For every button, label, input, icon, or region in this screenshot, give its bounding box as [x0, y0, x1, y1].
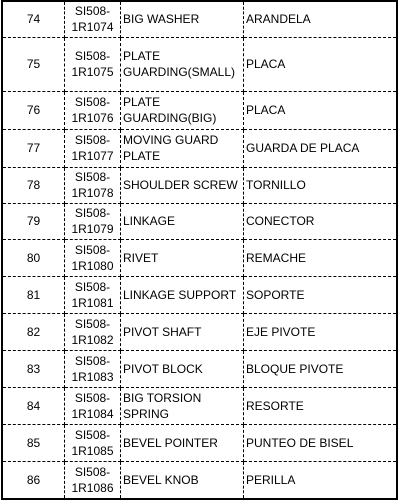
table-row [2, 167, 397, 203]
spanish-name-cell [244, 387, 398, 424]
spanish-name: TORNILLO [246, 178, 306, 192]
part-code: SI508-1R1075 [71, 49, 114, 79]
english-name-cell [121, 1, 244, 37]
table-row [2, 239, 397, 276]
spanish-name: PLACA [246, 103, 286, 117]
item-number: 79 [26, 214, 41, 228]
english-name: BIG WASHER [123, 12, 200, 27]
item-number-cell [2, 167, 65, 203]
english-name: LINKAGE SUPPORT [123, 287, 237, 302]
part-code-cell [65, 387, 121, 424]
spanish-name-cell [244, 313, 398, 350]
part-code: SI508-1R1082 [71, 316, 114, 347]
english-name: MOVING GUARD PLATE [123, 133, 219, 163]
english-name-cell [121, 461, 244, 499]
table-row [2, 424, 397, 461]
part-code-cell [65, 203, 121, 239]
spanish-name: SOPORTE [246, 287, 305, 302]
item-number: 85 [26, 435, 41, 450]
part-code-cell [65, 424, 121, 461]
spanish-name: GUARDA DE PLACA [246, 141, 360, 155]
part-code: SI508-1R1077 [71, 133, 114, 163]
english-name: PLATE GUARDING(SMALL) [123, 49, 236, 79]
table-row [2, 37, 397, 91]
spanish-name-cell [244, 91, 398, 129]
table-row [2, 276, 397, 313]
item-number-cell [2, 1, 65, 37]
spanish-name: REMACHE [246, 250, 307, 265]
spanish-name: ARANDELA [246, 12, 311, 27]
item-number-cell [2, 203, 65, 239]
part-code: SI508-1R1085 [71, 427, 114, 458]
part-code-cell [65, 167, 121, 203]
spanish-name: PERILLA [246, 472, 296, 487]
item-number-cell [2, 276, 65, 313]
item-number: 83 [26, 361, 41, 376]
part-code-cell [65, 350, 121, 387]
item-number: 86 [26, 472, 41, 487]
part-code: SI508-1R1074 [71, 4, 114, 35]
english-name-cell [121, 424, 244, 461]
item-number-cell [2, 424, 65, 461]
english-name: PIVOT BLOCK [123, 361, 203, 376]
table-row [2, 387, 397, 424]
part-code-cell [65, 91, 121, 129]
spanish-name-cell [244, 239, 398, 276]
part-code-cell [65, 276, 121, 313]
part-code: SI508-1R1081 [71, 279, 114, 310]
english-name: BEVEL KNOB [123, 472, 199, 487]
item-number-cell [2, 91, 65, 129]
item-number-cell [2, 239, 65, 276]
item-number-cell [2, 461, 65, 499]
english-name-cell [121, 276, 244, 313]
english-name-cell [121, 387, 244, 424]
item-number-cell [2, 387, 65, 424]
parts-table-body [2, 1, 397, 499]
english-name: RIVET [123, 250, 159, 265]
table-row [2, 91, 397, 129]
item-number: 78 [26, 178, 41, 192]
table-row [2, 129, 397, 167]
spanish-name-cell [244, 461, 398, 499]
item-number: 75 [26, 57, 41, 71]
part-code-cell [65, 313, 121, 350]
spanish-name-cell [244, 424, 398, 461]
english-name: BEVEL POINTER [123, 435, 218, 450]
part-code: SI508-1R1080 [71, 242, 114, 273]
parts-table [1, 0, 398, 500]
spanish-name-cell [244, 37, 398, 91]
spanish-name: EJE PIVOTE [246, 324, 316, 339]
item-number-cell [2, 350, 65, 387]
part-code-cell [65, 239, 121, 276]
item-number-cell [2, 313, 65, 350]
spanish-name: RESORTE [246, 398, 304, 413]
spanish-name-cell [244, 276, 398, 313]
item-number: 74 [26, 12, 41, 27]
english-name-cell [121, 37, 244, 91]
spanish-name: BLOQUE PIVOTE [246, 361, 344, 376]
spanish-name-cell [244, 203, 398, 239]
item-number-cell [2, 37, 65, 91]
table-row [2, 313, 397, 350]
spanish-name-cell [244, 350, 398, 387]
english-name-cell [121, 239, 244, 276]
part-code-cell [65, 1, 121, 37]
english-name: PIVOT SHAFT [123, 324, 202, 339]
english-name-cell [121, 167, 244, 203]
table-row [2, 1, 397, 37]
part-code: SI508-1R1079 [71, 206, 114, 236]
item-number: 80 [26, 250, 41, 265]
spanish-name-cell [244, 167, 398, 203]
english-name-cell [121, 91, 244, 129]
table-row [2, 461, 397, 499]
item-number-cell [2, 129, 65, 167]
item-number: 77 [26, 141, 41, 155]
part-code-cell [65, 37, 121, 91]
table-row [2, 203, 397, 239]
english-name: BIG TORSION SPRING [123, 390, 202, 421]
english-name-cell [121, 129, 244, 167]
english-name-cell [121, 313, 244, 350]
item-number: 76 [26, 103, 41, 117]
item-number: 84 [26, 398, 41, 413]
spanish-name: PUNTEO DE BISEL [246, 435, 354, 450]
part-code: SI508-1R1076 [71, 95, 114, 125]
spanish-name: PLACA [246, 57, 286, 71]
item-number: 82 [26, 324, 41, 339]
english-name-cell [121, 350, 244, 387]
english-name: PLATE GUARDING(BIG) [123, 95, 217, 125]
part-code: SI508-1R1086 [71, 464, 114, 495]
part-code: SI508-1R1078 [71, 170, 114, 200]
item-number: 81 [26, 287, 41, 302]
part-code-cell [65, 129, 121, 167]
part-code-cell [65, 461, 121, 499]
table-row [2, 350, 397, 387]
spanish-name: CONECTOR [246, 214, 315, 228]
part-code: SI508-1R1083 [71, 353, 114, 384]
english-name-cell [121, 203, 244, 239]
english-name: SHOULDER SCREW [123, 178, 238, 192]
english-name: LINKAGE [123, 214, 176, 228]
part-code: SI508-1R1084 [71, 390, 114, 421]
spanish-name-cell [244, 129, 398, 167]
spanish-name-cell [244, 1, 398, 37]
